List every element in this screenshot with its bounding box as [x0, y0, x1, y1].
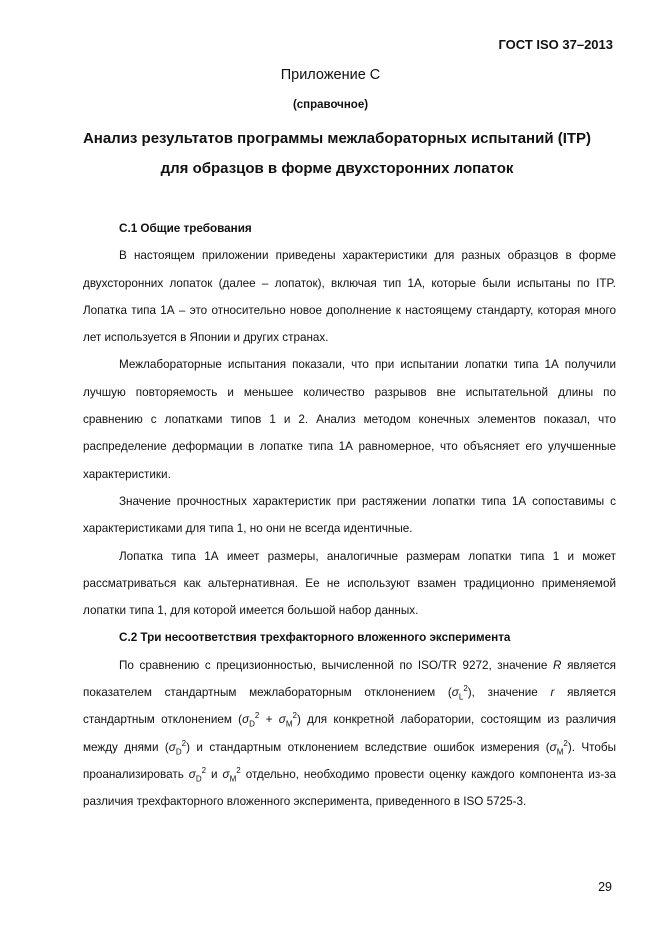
text-run: ), значение	[467, 686, 551, 700]
sigma-symbol: σ	[168, 740, 176, 754]
text-run: ) для конкретной лаборатории, состоящим из различия между днями (	[83, 713, 616, 754]
annex-kind: (справочное)	[292, 99, 369, 111]
text-run: По сравнению с прецизионностью, вычисленной по ISO/TR 9272, значение	[119, 658, 554, 672]
document-body	[83, 215, 616, 816]
annex-title: Приложение С	[280, 67, 381, 83]
subscript: M	[556, 746, 564, 756]
text-run: ) и стандартным отклонением вследствие ошибок измерения (	[186, 740, 550, 754]
sigma-symbol: σ	[222, 767, 230, 781]
paragraph-formulas	[83, 652, 616, 816]
subscript: D	[175, 746, 182, 756]
superscript: 2	[201, 766, 207, 776]
text-run: является показателем стандартным межлабораторным отклонением (	[83, 658, 616, 700]
text-run: отдельно, необходимо провести оценку каждого компонента из-за различия трехфакторного вложенного эксперимента, приведенного в ISO 5725-3.	[83, 767, 617, 809]
annex-heading: Анализ результатов программы межлабораторных испытаний (ITP) для образцов в форме двухсторонних лопаток	[82, 130, 592, 177]
paragraph: Значение прочностных характеристик при растяжении лопатки типа 1А сопоставимы с характеристиками для типа 1, но они не всегда идентичные.	[83, 494, 616, 536]
subscript: M	[229, 774, 237, 784]
superscript: 2	[181, 738, 187, 748]
section-heading: С.2 Три несоответствия трехфакторного вложенного эксперимента	[119, 631, 511, 645]
standard-code: ГОСТ ISO 37–2013	[498, 37, 613, 52]
sigma-symbol: σ	[549, 740, 557, 754]
sigma-symbol: σ	[278, 713, 286, 727]
text-run: является стандартным отклонением (	[83, 686, 617, 727]
page-number: 29	[598, 880, 612, 894]
superscript: 2	[563, 738, 568, 748]
superscript: 2	[254, 711, 260, 721]
paragraph: Межлабораторные испытания показали, что при испытании лопатки типа 1А получили лучшую повторяемость и меньшее количество разрывов вне испытательной длины по сравнению с лопатками типов 1 и 2. Анализ методом конечных элементов показал, что распределение деформации в лопатке типа 1А равномерное, что объясняет его улучшенные характеристики.	[83, 358, 616, 481]
section-heading: С.1 Общие требования	[119, 222, 252, 235]
text-run: +	[259, 713, 279, 727]
text-run: ). Чтобы проанализировать	[83, 740, 616, 781]
symbol-r: r	[550, 686, 555, 700]
sigma-symbol: σ	[242, 713, 250, 727]
superscript: 2	[463, 684, 468, 694]
superscript: 2	[292, 711, 297, 721]
subscript: D	[195, 774, 202, 784]
paragraph: Лопатка типа 1А имеет размеры, аналогичные размерам лопатки типа 1 и может рассматриваться как альтернативная. Ее не используют взамен традиционно применяемой лопатки типа 1, для которой имеется большой набор данных.	[83, 549, 616, 618]
text-run: и	[206, 767, 223, 781]
subscript: L	[458, 692, 464, 702]
subscript: M	[285, 719, 293, 729]
paragraph: В настоящем приложении приведены характеристики для разных образцов в форме двухсторонних лопаток (далее – лопаток), включая тип 1А, которые были испытаны по ITP. Лопатка типа 1А – это относительно новое дополнение к настоящему стандарту, которая много лет используется в Японии и других странах.	[83, 249, 616, 345]
sigma-symbol: σ	[451, 686, 459, 700]
sigma-symbol: σ	[188, 767, 196, 781]
superscript: 2	[236, 766, 241, 776]
subscript: D	[249, 719, 255, 729]
symbol-R: R	[553, 658, 562, 672]
